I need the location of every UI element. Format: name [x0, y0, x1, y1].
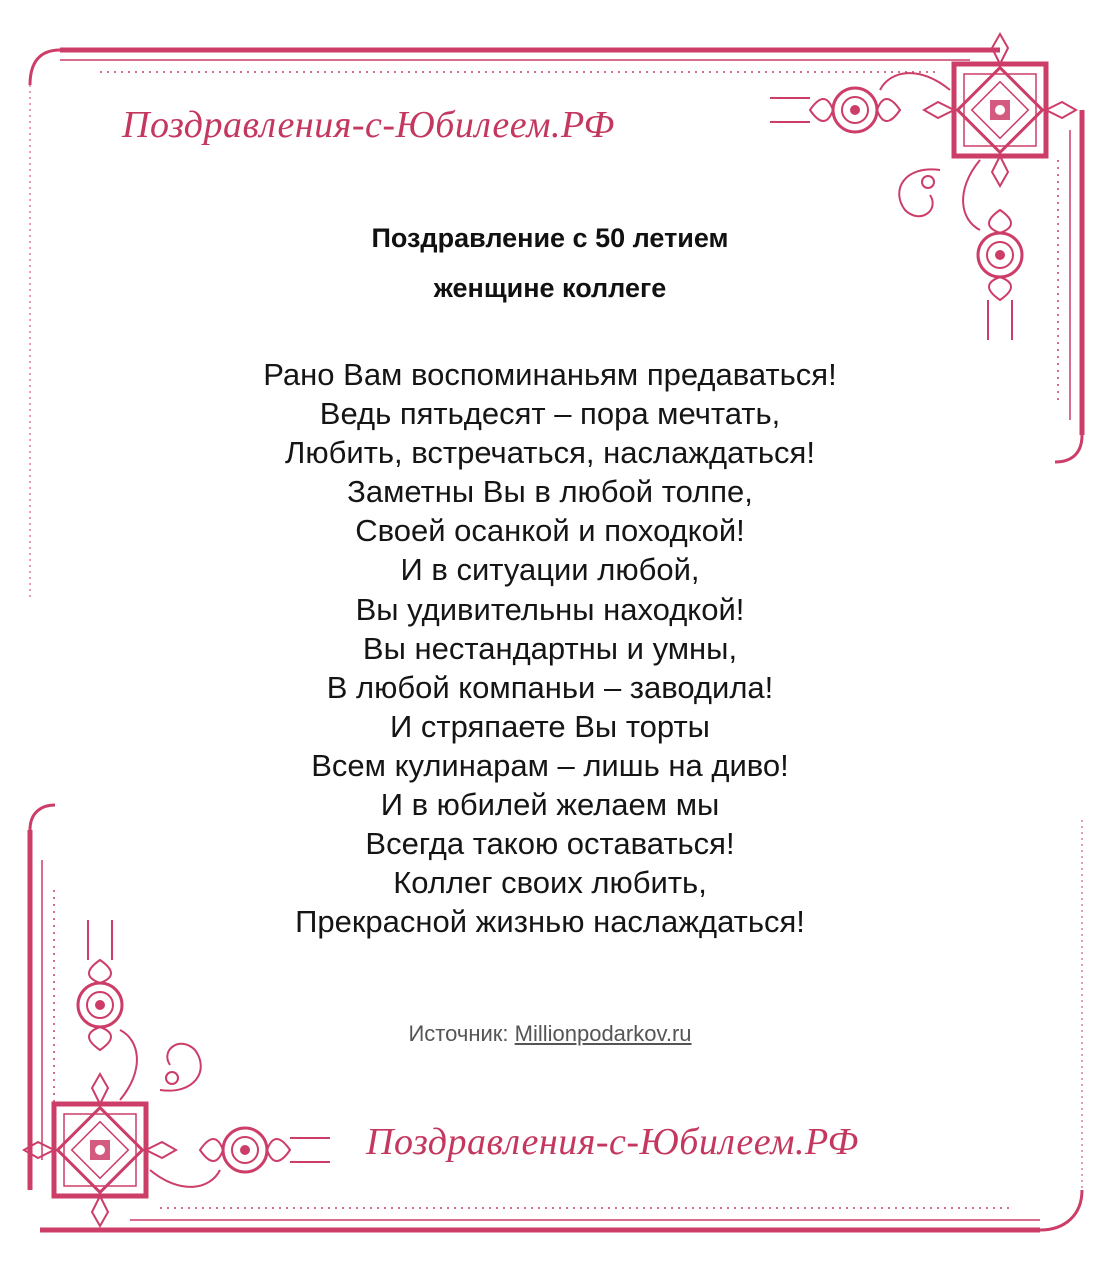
brand-heading-top: Поздравления-с-Юбилеем.РФ [122, 104, 615, 146]
poem-line: Прекрасной жизнью наслаждаться! [295, 904, 805, 940]
poem-line: Своей осанкой и походкой! [355, 513, 745, 549]
poem-line: Всегда такою оставаться! [365, 826, 735, 862]
poem-line: И в ситуации любой, [400, 552, 700, 588]
poem-line: В любой компаньи – заводила! [326, 669, 774, 705]
source-link[interactable]: Millionpodarkov.ru [514, 1021, 692, 1046]
source-label: Источник: [408, 1021, 509, 1046]
source-credit [250, 1021, 850, 1047]
poem-line: Заметны Вы в любой толпе, [347, 474, 753, 510]
brand-heading-bottom: Поздравления-с-Юбилеем.РФ [366, 1121, 859, 1163]
poem-line: Вы нестандартны и умны, [362, 630, 738, 666]
poem-line: И в юбилей желаем мы [380, 787, 720, 823]
poem-line: Рано Вам воспоминаньям предаваться! [263, 357, 837, 392]
poem-line: Вы удивительны находкой! [355, 591, 745, 627]
poem-title-line-2: женщине коллеге [433, 273, 667, 303]
poem-body [150, 355, 950, 941]
poem-line: И стряпаете Вы торты [390, 708, 710, 744]
poem-title-line-1: Поздравление с 50 летием [371, 223, 729, 253]
poem-line: Всем кулинарам – лишь на диво! [311, 747, 789, 783]
poem-line: Ведь пятьдесят – пора мечтать, [319, 396, 781, 432]
poem-line: Любить, встречаться, наслаждаться! [285, 435, 815, 471]
poem-line: Коллег своих любить, [393, 865, 707, 901]
